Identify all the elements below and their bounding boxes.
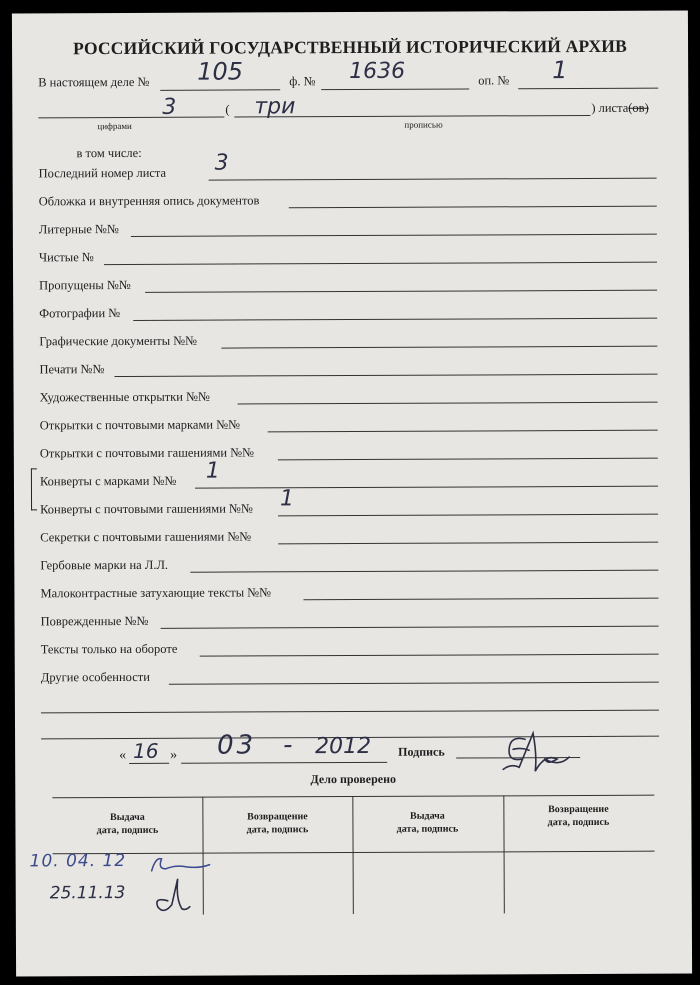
field-label: Фотографии №	[39, 306, 121, 321]
entry-signature-icon	[146, 875, 196, 915]
field-label: Обложка и внутренняя опись документов	[38, 193, 260, 209]
field-label: Чистые №	[38, 250, 94, 265]
opis-label: оп. №	[478, 73, 510, 88]
fond-value: 1636	[349, 58, 406, 85]
field-label: Конверты с почтовыми гашениями №№	[40, 501, 253, 517]
field-line[interactable]	[209, 178, 657, 181]
field-line[interactable]	[221, 346, 657, 349]
table-entry-date: 10. 04. 12	[29, 850, 127, 872]
field-label: Последний номер листа	[38, 165, 167, 181]
field-label: Графические документы №№	[39, 333, 198, 349]
fond-label: ф. №	[289, 74, 316, 89]
field-line[interactable]	[161, 626, 659, 629]
table-header-cell: Возвращение дата, подпись	[547, 803, 610, 829]
listy-suffix: (ов)	[628, 100, 649, 115]
opis-value: 1	[552, 56, 568, 85]
field-line[interactable]	[169, 682, 659, 685]
field-line[interactable]	[190, 570, 658, 573]
checked-title: Дело проверено	[310, 771, 397, 787]
field-line[interactable]	[104, 262, 657, 265]
field-label: Пропущены №№	[39, 277, 131, 293]
count-words-value: три	[254, 94, 296, 120]
date-dash: -	[283, 730, 293, 761]
open-paren: (	[225, 102, 230, 117]
intro-text: в том числе:	[76, 145, 142, 161]
date-year: 2012	[315, 733, 372, 760]
field-line[interactable]	[289, 206, 657, 209]
field-label: Секретки с почтовыми гашениями №№	[40, 529, 252, 545]
field-label: Открытки с почтовыми марками №№	[39, 417, 241, 433]
field-label: Поврежденные №№	[40, 613, 149, 629]
delo-value: 105	[197, 57, 244, 86]
count-digits-line[interactable]	[38, 117, 224, 119]
field-line[interactable]	[114, 374, 657, 377]
field-line[interactable]	[133, 318, 657, 321]
field-label: Конверты с марками №№	[39, 473, 177, 489]
field-label: Гербовые марки на Л.Л.	[40, 557, 169, 573]
field-label: Открытки с почтовыми гашениями №№	[39, 445, 255, 461]
count-digits-value: 3	[162, 94, 177, 120]
date-month: 03	[217, 730, 257, 761]
field-line[interactable]	[238, 402, 658, 405]
table-header-cell: Возвращение дата, подпись	[246, 811, 309, 836]
checkout-table	[49, 791, 655, 918]
field-line[interactable]	[131, 234, 657, 237]
field-label: Печати №№	[39, 362, 105, 377]
field-label: Тексты только на обороте	[40, 641, 178, 657]
delo-label: В настоящем деле №	[38, 74, 150, 90]
field-line[interactable]	[278, 542, 658, 545]
field-label: Другие особенности	[40, 669, 150, 685]
field-value: 3	[214, 150, 229, 176]
field-line[interactable]	[195, 486, 658, 489]
table-entry-date: 25.11.13	[49, 882, 126, 904]
field-line[interactable]	[278, 514, 658, 517]
fond-line[interactable]	[321, 88, 469, 90]
date-day-line[interactable]	[129, 763, 169, 764]
date-close-quote: »	[170, 747, 178, 763]
table-header-cell: Выдача дата, подпись	[96, 811, 159, 837]
extra-line[interactable]	[41, 710, 659, 714]
listy-label: ) листа(ов)	[591, 100, 649, 115]
field-line[interactable]	[278, 458, 658, 461]
field-value: 1	[205, 458, 220, 484]
field-label: Малоконтрастные затухающие тексты №№	[40, 585, 272, 601]
signature-label: Подпись	[398, 744, 445, 759]
field-line[interactable]	[200, 654, 659, 657]
date-day: 16	[133, 738, 159, 763]
envelope-bracket-mark	[31, 468, 37, 510]
field-value: 1	[279, 486, 295, 512]
opis-line[interactable]	[518, 88, 658, 90]
delo-line[interactable]	[160, 89, 280, 91]
table-header-cell: Выдача дата, подпись	[396, 810, 459, 835]
date-month-year-line[interactable]	[181, 762, 387, 764]
archive-form-sheet	[12, 11, 692, 977]
archive-title: РОССИЙСКИЙ ГОСУДАРСТВЕННЫЙ ИСТОРИЧЕСКИЙ АРХИВ	[73, 35, 628, 59]
field-line[interactable]	[268, 430, 658, 433]
field-label: Художественные открытки №№	[39, 389, 210, 405]
field-line[interactable]	[145, 290, 657, 293]
field-label: Литерные №№	[38, 222, 119, 237]
digits-caption: цифрами	[97, 120, 132, 132]
field-line[interactable]	[303, 598, 658, 601]
date-open-quote: «	[119, 747, 127, 764]
words-caption: прописью	[404, 119, 443, 130]
